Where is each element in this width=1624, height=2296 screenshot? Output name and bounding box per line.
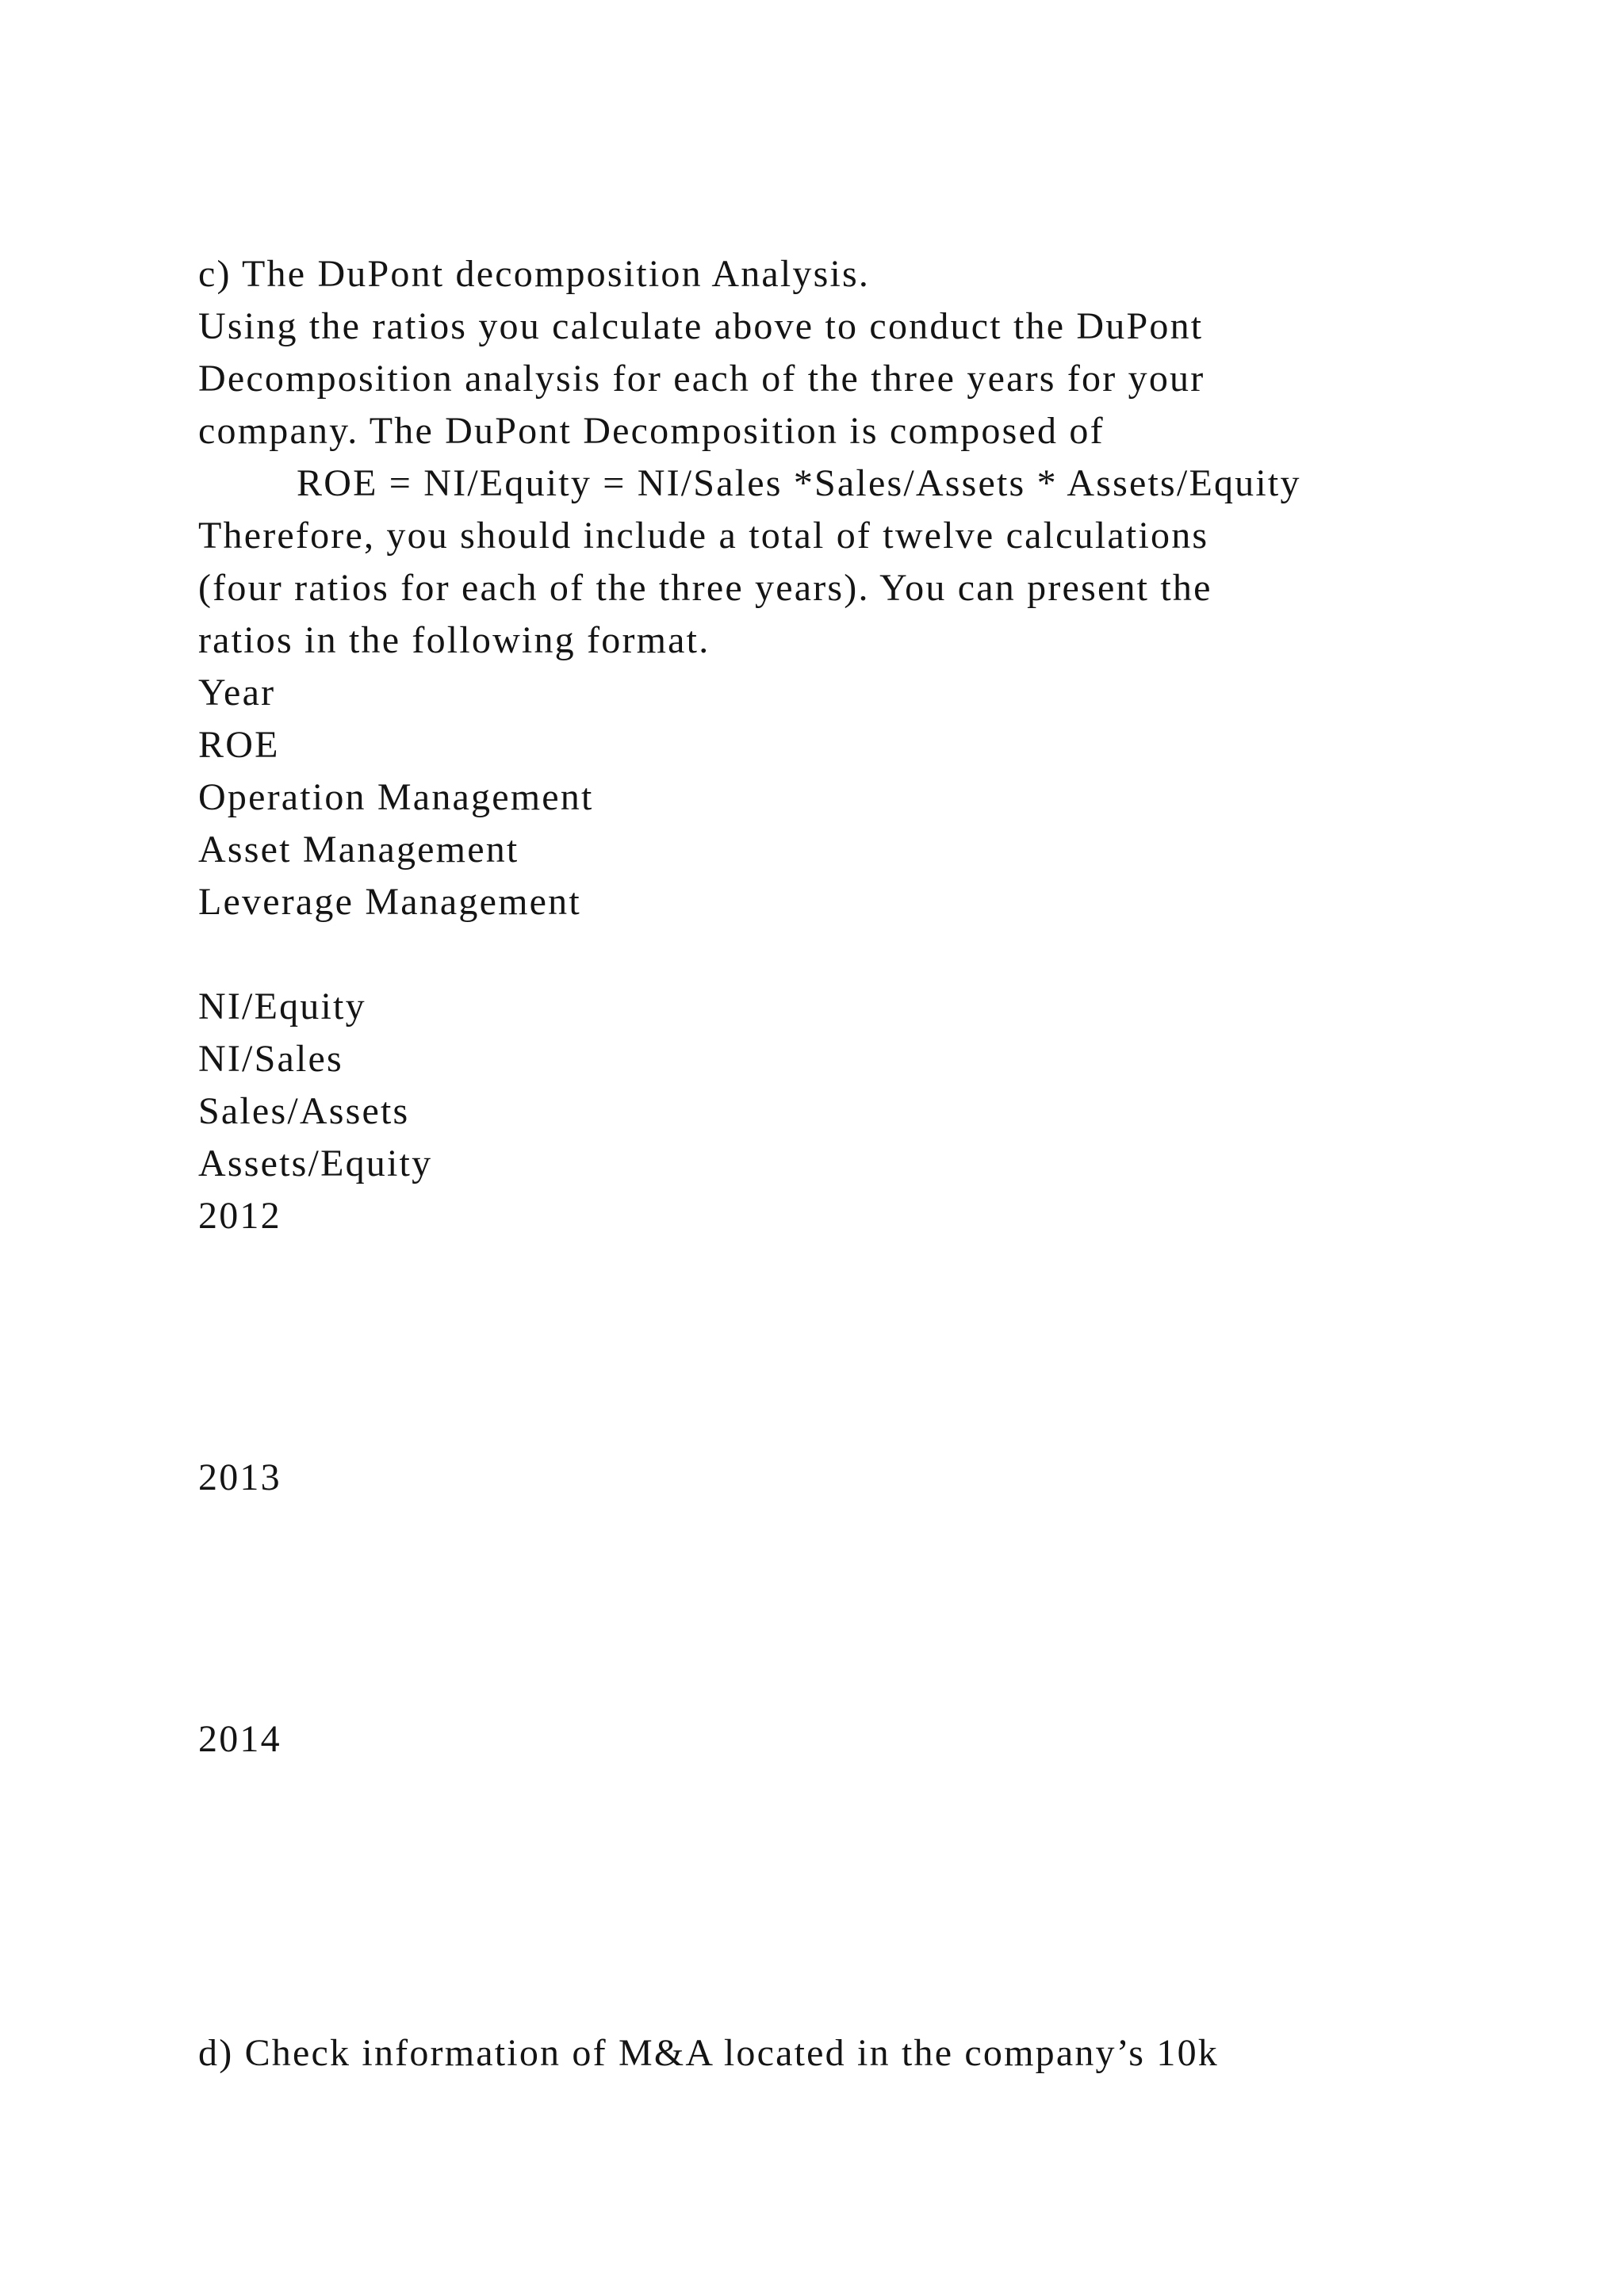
ratio-header-ni-equity: NI/Equity [198,985,366,1027]
ratio-header-assets-equity: Assets/Equity [198,1142,433,1184]
body-line-2: Decomposition analysis for each of the three years for your [198,358,1205,400]
column-header-leverage-management: Leverage Management [198,881,581,923]
body-line-4: Therefore, you should include a total of twelve calculations [198,515,1209,557]
column-header-roe: ROE [198,724,280,766]
year-row-2013: 2013 [198,1456,282,1498]
column-header-year: Year [198,672,276,714]
section-d-heading: d) Check information of M&A located in the company’s 10k [198,2032,1219,2074]
body-line-6: ratios in the following format. [198,619,710,661]
year-row-2012: 2012 [198,1195,282,1237]
column-header-operation-management: Operation Management [198,776,594,818]
body-line-5: (four ratios for each of the three years). You can present the [198,567,1212,609]
ratio-header-ni-sales: NI/Sales [198,1038,343,1080]
ratio-header-sales-assets: Sales/Assets [198,1090,410,1132]
year-row-2014: 2014 [198,1718,282,1760]
body-line-1: Using the ratios you calculate above to conduct the DuPont [198,305,1204,347]
dupont-formula: ROE = NI/Equity = NI/Sales *Sales/Assets * Assets/Equity [297,462,1301,504]
column-header-asset-management: Asset Management [198,828,519,871]
body-line-3: company. The DuPont Decomposition is composed of [198,410,1105,452]
section-c-heading: c) The DuPont decomposition Analysis. [198,253,871,295]
